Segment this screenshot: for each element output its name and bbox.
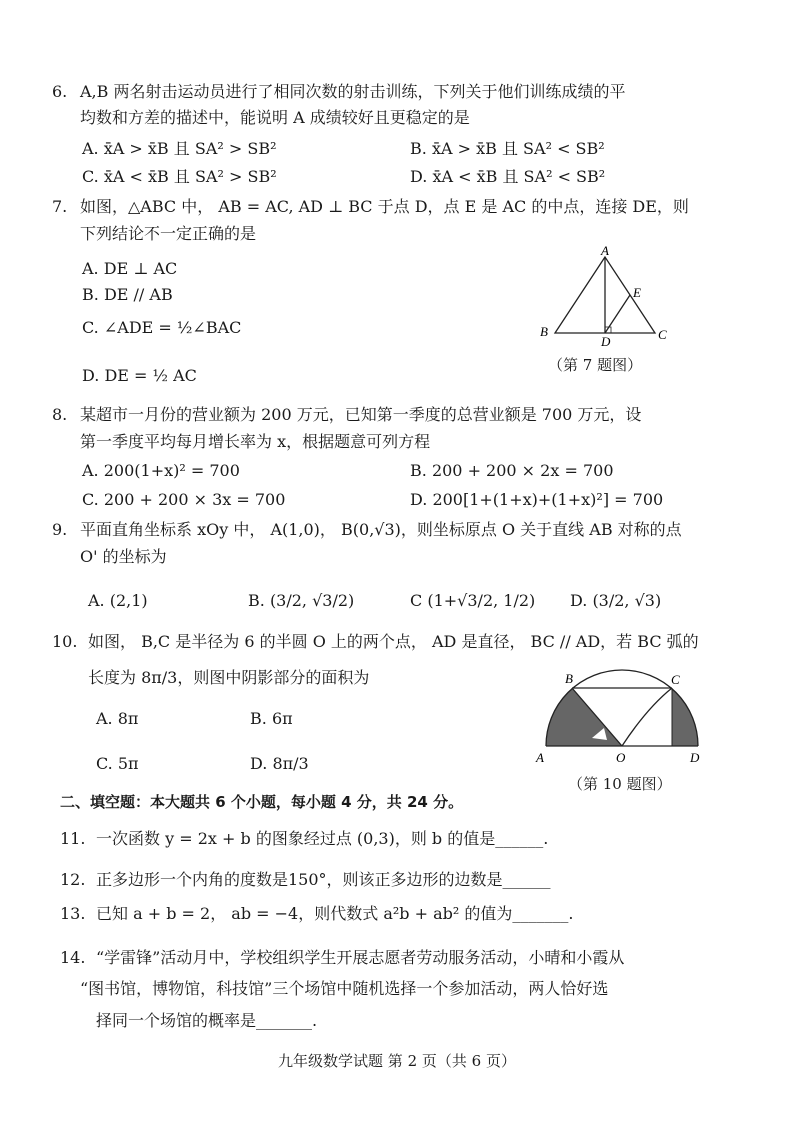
q6-option-d bbox=[410, 165, 605, 189]
q10-shaded-left bbox=[546, 688, 622, 746]
q7-option-d-text: DE = ½ AC bbox=[104, 366, 197, 385]
q7-label-e: E bbox=[633, 285, 641, 300]
q8-stem-line2: 第一季度平均每月增长率为 x，根据题意可列方程 bbox=[80, 432, 431, 451]
q7-option-c-label: C. bbox=[82, 318, 99, 337]
q10-semicircle-figure bbox=[532, 668, 712, 768]
q9-option-b-text: (3/2, √3/2) bbox=[269, 591, 355, 610]
q8-option-b-text: 200 + 200 × 2x = 700 bbox=[431, 461, 614, 480]
q13-number: 13. bbox=[60, 904, 86, 923]
q7-option-b bbox=[82, 283, 173, 307]
q10-stem-line2: 长度为 8π/3，则图中阴影部分的面积为 bbox=[88, 668, 370, 687]
q11-text: 一次函数 y = 2x + b 的图象经过点 (0,3)，则 b 的值是______. bbox=[96, 829, 549, 848]
q7-label-a: A bbox=[601, 245, 609, 258]
q10-option-d bbox=[250, 752, 309, 776]
q9-option-b bbox=[248, 589, 354, 613]
page-footer: 九年级数学试题 第 2 页（共 6 页） bbox=[278, 1052, 516, 1070]
q9-option-c-text: (1+√3/2, 1/2) bbox=[427, 591, 536, 610]
q6-option-a-label: A. bbox=[82, 139, 99, 158]
q9-option-a-text: (2,1) bbox=[109, 591, 148, 610]
q7-option-c bbox=[82, 316, 241, 340]
q7-option-d-label: D. bbox=[82, 366, 100, 385]
q14-line1: “学雷锋”活动月中，学校组织学生开展志愿者劳动服务活动，小晴和小霞从 bbox=[96, 948, 625, 967]
q9-option-c-label: C bbox=[410, 591, 423, 610]
q7-option-a-label: A. bbox=[82, 259, 99, 278]
q10-option-d-text: 8π/3 bbox=[272, 754, 309, 773]
q8-stem-line1: 某超市一月份的营业额为 200 万元，已知第一季度的总营业额是 700 万元，设 bbox=[80, 405, 642, 424]
q11-number: 11. bbox=[60, 829, 86, 848]
q8-option-b bbox=[410, 459, 614, 483]
q10-figure-caption: （第 10 题图） bbox=[568, 775, 672, 793]
q6-option-d-text: x̄A < x̄B 且 SA² < SB² bbox=[432, 167, 606, 186]
q9-option-d-text: (3/2, √3) bbox=[592, 591, 662, 610]
q7-option-b-label: B. bbox=[82, 285, 99, 304]
q10-shaded-right bbox=[672, 688, 698, 746]
q8-option-b-label: B. bbox=[410, 461, 427, 480]
q6-option-b bbox=[410, 137, 605, 161]
q10-label-a: A bbox=[536, 750, 544, 765]
q10-option-b-text: 6π bbox=[271, 709, 293, 728]
q10-label-c: C bbox=[671, 672, 680, 687]
q9-stem-line1: 平面直角坐标系 xOy 中， A(1,0)， B(0,√3)，则坐标原点 O 关于直线 AB 对称的点 bbox=[80, 520, 682, 539]
q10-option-c-text: 5π bbox=[117, 754, 139, 773]
q8-option-c bbox=[82, 488, 285, 512]
q9-option-d-label: D. bbox=[570, 591, 588, 610]
q10-option-c bbox=[96, 752, 139, 776]
q10-number: 10. bbox=[52, 632, 78, 651]
q7-triangle-figure bbox=[530, 245, 680, 350]
q6-option-c bbox=[82, 165, 277, 189]
q14-line2: “图书馆，博物馆，科技馆”三个场馆中随机选择一个参加活动，两人恰好选 bbox=[80, 979, 609, 998]
q6-stem-line2: 均数和方差的描述中，能说明 A 成绩较好且更稳定的是 bbox=[80, 108, 470, 127]
q8-option-d-label: D. bbox=[410, 490, 428, 509]
q6-option-d-label: D. bbox=[410, 167, 428, 186]
q10-label-b: B bbox=[565, 671, 573, 686]
q6-option-c-text: x̄A < x̄B 且 SA² > SB² bbox=[103, 167, 277, 186]
q7-option-c-text: ∠ADE = ½∠BAC bbox=[103, 318, 242, 337]
q10-label-d: D bbox=[690, 750, 700, 765]
q6-option-b-text: x̄A > x̄B 且 SA² < SB² bbox=[431, 139, 605, 158]
q6-number: 6. bbox=[52, 82, 68, 101]
q7-stem-line2: 下列结论不一定正确的是 bbox=[80, 224, 257, 243]
q7-label-b: B bbox=[540, 324, 548, 339]
q7-stem-line1: 如图，△ABC 中， AB = AC, AD ⊥ BC 于点 D，点 E 是 AC 的中点，连接 DE，则 bbox=[80, 197, 689, 216]
q7-option-d bbox=[82, 364, 197, 388]
q7-option-a-text: DE ⊥ AC bbox=[103, 259, 178, 278]
q13-text: 已知 a + b = 2， ab = −4，则代数式 a²b + ab² 的值为_______. bbox=[96, 904, 574, 923]
q8-number: 8. bbox=[52, 405, 68, 424]
q9-option-b-label: B. bbox=[248, 591, 265, 610]
q8-option-d bbox=[410, 488, 663, 512]
q6-option-b-label: B. bbox=[410, 139, 427, 158]
q8-option-c-label: C. bbox=[82, 490, 99, 509]
q6-option-a bbox=[82, 137, 277, 161]
q7-number: 7. bbox=[52, 197, 68, 216]
q7-label-c: C bbox=[658, 327, 667, 342]
q14-line3: 择同一个场馆的概率是_______. bbox=[96, 1011, 318, 1030]
q6-option-c-label: C. bbox=[82, 167, 99, 186]
q7-figure-caption: （第 7 题图） bbox=[548, 356, 643, 374]
q14-number: 14. bbox=[60, 948, 86, 967]
q10-option-b-label: B. bbox=[250, 709, 267, 728]
q6-option-a-text: x̄A > x̄B 且 SA² > SB² bbox=[103, 139, 277, 158]
q10-option-a bbox=[96, 707, 138, 731]
q8-option-a-label: A. bbox=[82, 461, 99, 480]
q9-option-d bbox=[570, 589, 661, 613]
q10-option-c-label: C. bbox=[96, 754, 113, 773]
q8-option-a bbox=[82, 459, 240, 483]
q10-stem-line1: 如图， B,C 是半径为 6 的半圆 O 上的两个点， AD 是直径， BC // AD，若 BC 弧的 bbox=[88, 632, 699, 651]
q10-option-a-text: 8π bbox=[117, 709, 139, 728]
q8-option-d-text: 200[1+(1+x)+(1+x)²] = 700 bbox=[432, 490, 664, 509]
q12-number: 12. bbox=[60, 870, 86, 889]
q12-text: 正多边形一个内角的度数是150°，则该正多边形的边数是______ bbox=[96, 870, 551, 889]
q8-option-a-text: 200(1+x)² = 700 bbox=[103, 461, 240, 480]
q8-option-c-text: 200 + 200 × 3x = 700 bbox=[103, 490, 286, 509]
q10-option-a-label: A. bbox=[96, 709, 113, 728]
q7-option-b-text: DE // AB bbox=[103, 285, 173, 304]
q9-option-a bbox=[88, 589, 148, 613]
q6-stem-line1: A,B 两名射击运动员进行了相同次数的射击训练，下列关于他们训练成绩的平 bbox=[80, 82, 626, 101]
q9-option-c bbox=[410, 589, 535, 613]
q10-option-d-label: D. bbox=[250, 754, 268, 773]
q9-stem-line2: O' 的坐标为 bbox=[80, 547, 167, 566]
q9-number: 9. bbox=[52, 520, 68, 539]
q7-option-a bbox=[82, 257, 177, 281]
section-2-title: 二、填空题：本大题共 6 个小题，每小题 4 分，共 24 分。 bbox=[60, 793, 464, 811]
q10-option-b bbox=[250, 707, 293, 731]
q10-label-o: O bbox=[616, 750, 626, 765]
q7-label-d: D bbox=[601, 334, 611, 349]
q9-option-a-label: A. bbox=[88, 591, 105, 610]
